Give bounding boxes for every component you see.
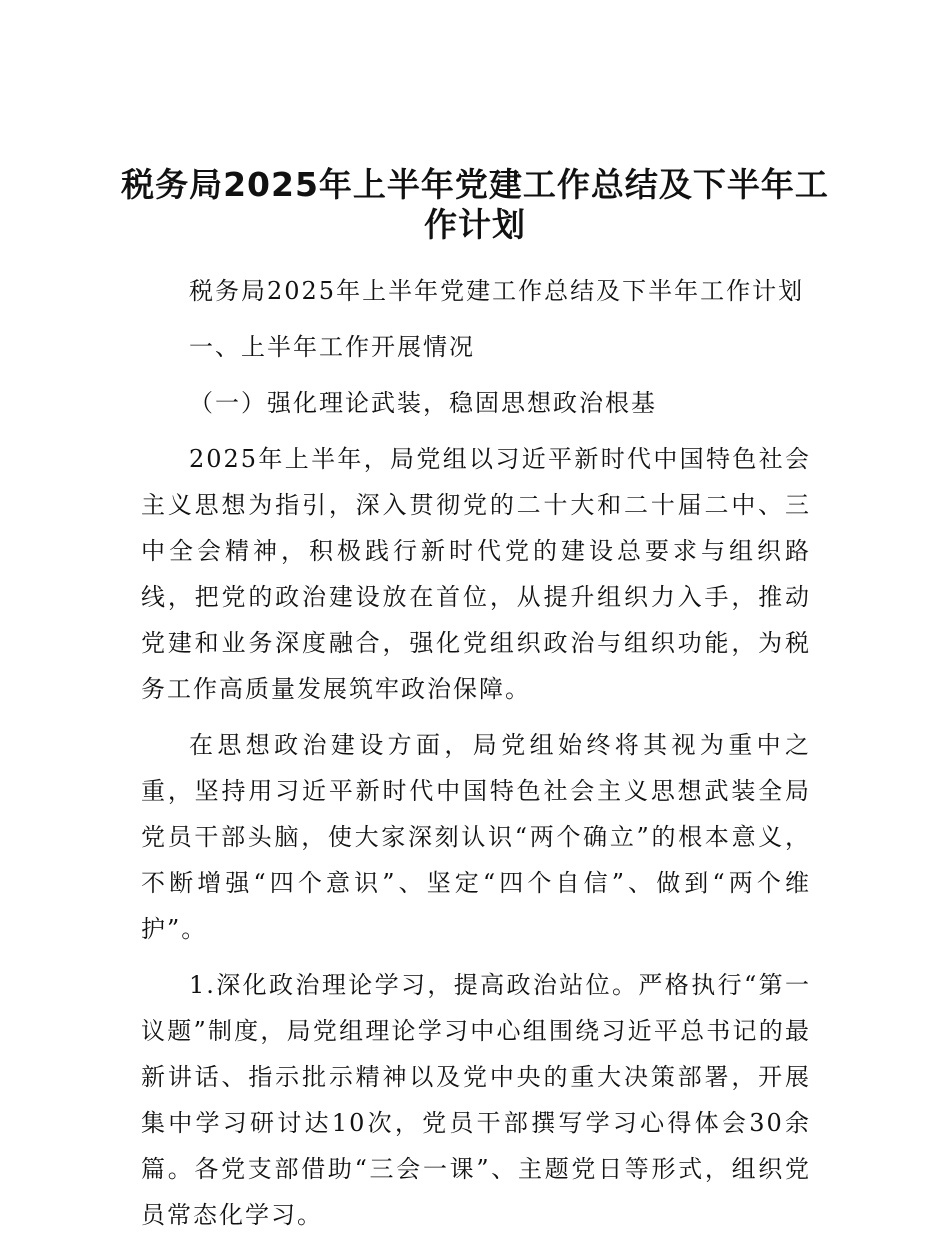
subsection-heading: （一）强化理论武装，稳固思想政治根基 [189, 389, 657, 417]
document-title: 税务局2025年上半年党建工作总结及下半年工作计划 [121, 165, 829, 244]
body-paragraph: 在思想政治建设方面，局党组始终将其视为重中之重，坚持用习近平新时代中国特色社会主义思想武装全局党员干部头脑，使大家深刻认识“两个确立”的根本意义，不断增强“四个意识”、坚定“四个自信”、做到“两个维护”。 [141, 731, 811, 943]
body-paragraph: 1.深化政治理论学习，提高政治站位。严格执行“第一议题”制度，局党组理论学习中心组围绕习近平总书记的最新讲话、指示批示精神以及党中央的重大决策部署，开展集中学习研讨达10次，党员干部撰写学习心得体会30余篇。各党支部借助“三会一课”、主题党日等形式，组织党员常态化学习。 [141, 971, 811, 1229]
section-heading: 一、上半年工作开展情况 [189, 333, 475, 361]
body-paragraph: 2025年上半年，局党组以习近平新时代中国特色社会主义思想为指引，深入贯彻党的二十大和二十届二中、三中全会精神，积极践行新时代党的建设总要求与组织路线，把党的政治建设放在首位，从提升组织力入手，推动党建和业务深度融合，强化党组织政治与组织功能，为税务工作高质量发展筑牢政治保障。 [141, 445, 811, 703]
subtitle-paragraph: 税务局2025年上半年党建工作总结及下半年工作计划 [189, 277, 805, 305]
document-body [141, 268, 811, 1238]
